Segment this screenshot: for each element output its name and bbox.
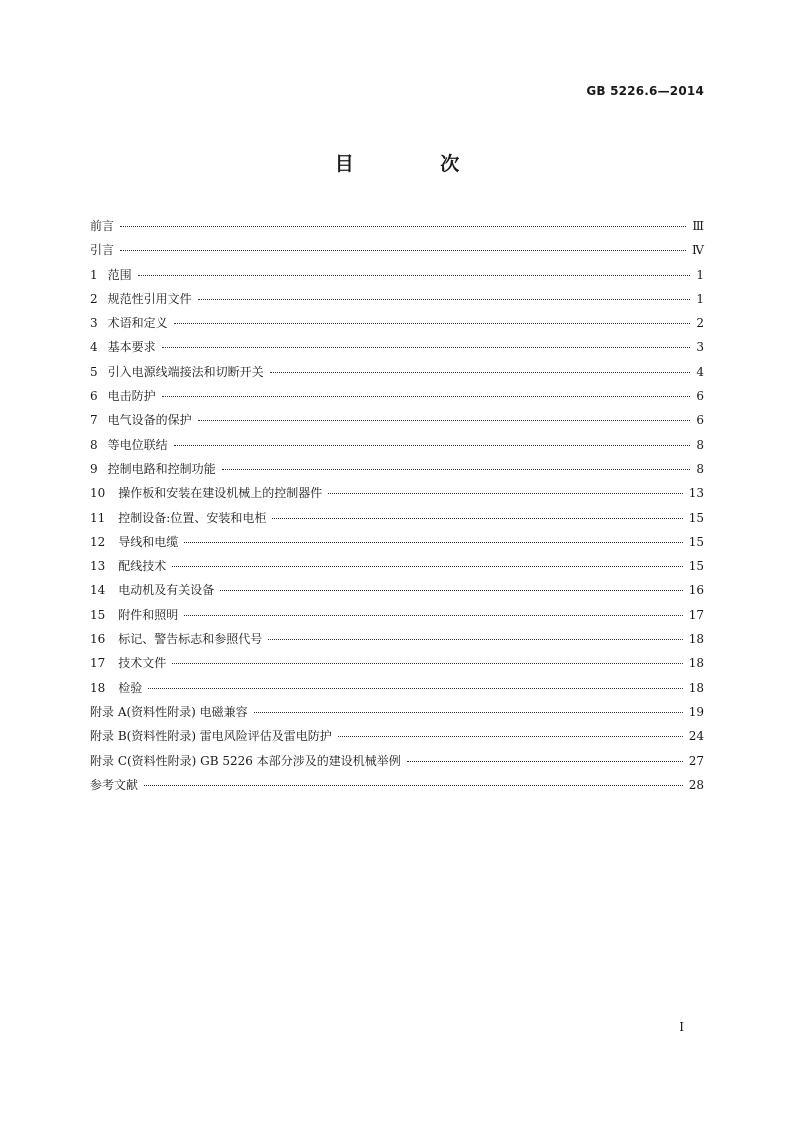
toc-entry[interactable] (90, 459, 704, 483)
toc-entry[interactable] (90, 337, 704, 361)
toc-entry[interactable] (90, 265, 704, 289)
toc-entry[interactable] (90, 678, 704, 702)
toc-entry-page: 2 (696, 316, 704, 331)
toc-entry-number: 5 (90, 364, 98, 379)
toc-entry-page: 15 (688, 534, 704, 549)
toc-entry-page: 3 (696, 340, 704, 355)
toc-entry-label: 附录 C(资料性附录) GB 5226 本部分涉及的建设机械举例 (90, 753, 401, 768)
toc-entry-number: 6 (90, 389, 98, 404)
toc-entry-page: 17 (688, 607, 704, 622)
toc-leader-dots (268, 639, 682, 640)
toc-entry-page: 27 (688, 753, 704, 768)
toc-entry-label: 规范性引用文件 (107, 291, 192, 306)
toc-entry-number: 1 (90, 267, 98, 282)
toc-leader-dots (174, 323, 691, 324)
toc-entry-label: 电气设备的保护 (107, 413, 192, 428)
toc-entry-number: 17 (90, 656, 106, 671)
toc-leader-dots (338, 736, 683, 737)
toc-entry-label: 电动机及有关设备 (118, 583, 215, 598)
toc-entry[interactable] (90, 556, 704, 580)
toc-entry-label: 引言 (90, 243, 115, 258)
toc-leader-dots (407, 761, 683, 762)
toc-leader-dots (222, 469, 691, 470)
toc-entry-page: Ⅲ (692, 219, 704, 233)
toc-leader-dots (162, 396, 691, 397)
toc-entry-page: 1 (696, 291, 704, 306)
toc-entry[interactable] (90, 435, 704, 459)
table-of-contents (90, 216, 704, 799)
toc-entry-page: Ⅳ (692, 243, 704, 258)
toc-entry-number: 14 (90, 583, 106, 598)
toc-entry[interactable] (90, 653, 704, 677)
standard-code: GB 5226.6—2014 (586, 84, 704, 98)
toc-entry-label: 术语和定义 (107, 316, 168, 331)
toc-leader-dots (138, 275, 691, 276)
toc-entry-number: 11 (90, 510, 106, 525)
toc-entry-page: 24 (688, 729, 704, 744)
toc-entry-page: 13 (688, 486, 704, 501)
toc-entry-page: 16 (688, 583, 704, 598)
toc-entry-page: 19 (688, 704, 704, 719)
toc-leader-dots (184, 615, 682, 616)
toc-entry-label: 引入电源线端接法和切断开关 (107, 364, 264, 379)
toc-entry-label: 技术文件 (118, 656, 167, 671)
toc-entry[interactable] (90, 629, 704, 653)
toc-entry-page: 28 (688, 777, 704, 792)
toc-entry[interactable] (90, 775, 704, 799)
toc-leader-dots (270, 372, 691, 373)
toc-leader-dots (120, 250, 686, 251)
toc-entry-page: 18 (688, 632, 704, 647)
toc-leader-dots (328, 493, 682, 494)
toc-entry-page: 6 (696, 389, 704, 404)
toc-entry[interactable] (90, 410, 704, 434)
toc-entry-label: 附件和照明 (118, 607, 179, 622)
toc-leader-dots (184, 542, 682, 543)
toc-entry[interactable] (90, 751, 704, 775)
toc-entry-number: 9 (90, 461, 98, 476)
toc-entry[interactable] (90, 240, 704, 264)
toc-leader-dots (254, 712, 683, 713)
toc-entry[interactable] (90, 508, 704, 532)
toc-leader-dots (272, 518, 682, 519)
toc-entry-label: 导线和电缆 (118, 534, 179, 549)
toc-entry[interactable] (90, 726, 704, 750)
toc-entry[interactable] (90, 580, 704, 604)
toc-entry-label: 电击防护 (107, 389, 156, 404)
toc-entry[interactable] (90, 483, 704, 507)
toc-entry-page: 18 (688, 680, 704, 695)
toc-entry-number: 12 (90, 534, 106, 549)
toc-entry-label: 范围 (107, 267, 132, 282)
toc-leader-dots (172, 663, 682, 664)
toc-entry-label: 附录 A(资料性附录) 电磁兼容 (90, 704, 248, 719)
toc-entry-label: 控制电路和控制功能 (107, 461, 216, 476)
toc-entry[interactable] (90, 362, 704, 386)
toc-entry-label: 基本要求 (107, 340, 156, 355)
toc-entry-page: 15 (688, 510, 704, 525)
toc-entry-label: 等电位联结 (107, 437, 168, 452)
toc-entry[interactable] (90, 216, 704, 240)
toc-entry[interactable] (90, 532, 704, 556)
toc-entry-page: 8 (696, 461, 704, 476)
toc-leader-dots (174, 445, 691, 446)
toc-entry-number: 10 (90, 486, 106, 501)
toc-entry-page: 1 (696, 267, 704, 282)
toc-entry[interactable] (90, 289, 704, 313)
toc-entry-label: 标记、警告标志和参照代号 (118, 632, 263, 647)
toc-leader-dots (198, 299, 691, 300)
toc-entry-number: 2 (90, 291, 98, 306)
toc-entry-number: 18 (90, 680, 106, 695)
toc-entry-number: 3 (90, 316, 98, 331)
toc-entry-label: 控制设备:位置、安装和电柜 (118, 510, 267, 525)
toc-entry-number: 8 (90, 437, 98, 452)
toc-leader-dots (162, 347, 691, 348)
toc-entry-label: 附录 B(资料性附录) 雷电风险评估及雷电防护 (90, 729, 332, 744)
toc-entry-label: 前言 (90, 219, 115, 233)
toc-entry-page: 4 (696, 364, 704, 379)
toc-entry-number: 15 (90, 607, 106, 622)
toc-entry-label: 参考文献 (90, 777, 139, 792)
toc-entry[interactable] (90, 605, 704, 629)
toc-entry-page: 18 (688, 656, 704, 671)
toc-entry-page: 15 (688, 559, 704, 574)
toc-entry-number: 13 (90, 559, 106, 574)
toc-leader-dots (144, 785, 683, 786)
toc-entry-page: 8 (696, 437, 704, 452)
toc-entry-page: 6 (696, 413, 704, 428)
toc-leader-dots (120, 226, 686, 227)
toc-entry[interactable] (90, 386, 704, 410)
toc-leader-dots (172, 566, 682, 567)
toc-entry-number: 7 (90, 413, 98, 428)
toc-entry-label: 操作板和安装在建设机械上的控制器件 (118, 486, 323, 501)
page-title: 目 次 (334, 153, 500, 175)
toc-entry-number: 4 (90, 340, 98, 355)
toc-leader-dots (220, 590, 682, 591)
toc-leader-dots (198, 420, 691, 421)
toc-leader-dots (148, 688, 682, 689)
toc-entry-label: 配线技术 (118, 559, 167, 574)
toc-entry[interactable] (90, 313, 704, 337)
toc-entry-number: 16 (90, 632, 106, 647)
toc-entry[interactable] (90, 702, 704, 726)
toc-entry-label: 检验 (118, 680, 143, 695)
page-number: I (679, 1020, 684, 1034)
